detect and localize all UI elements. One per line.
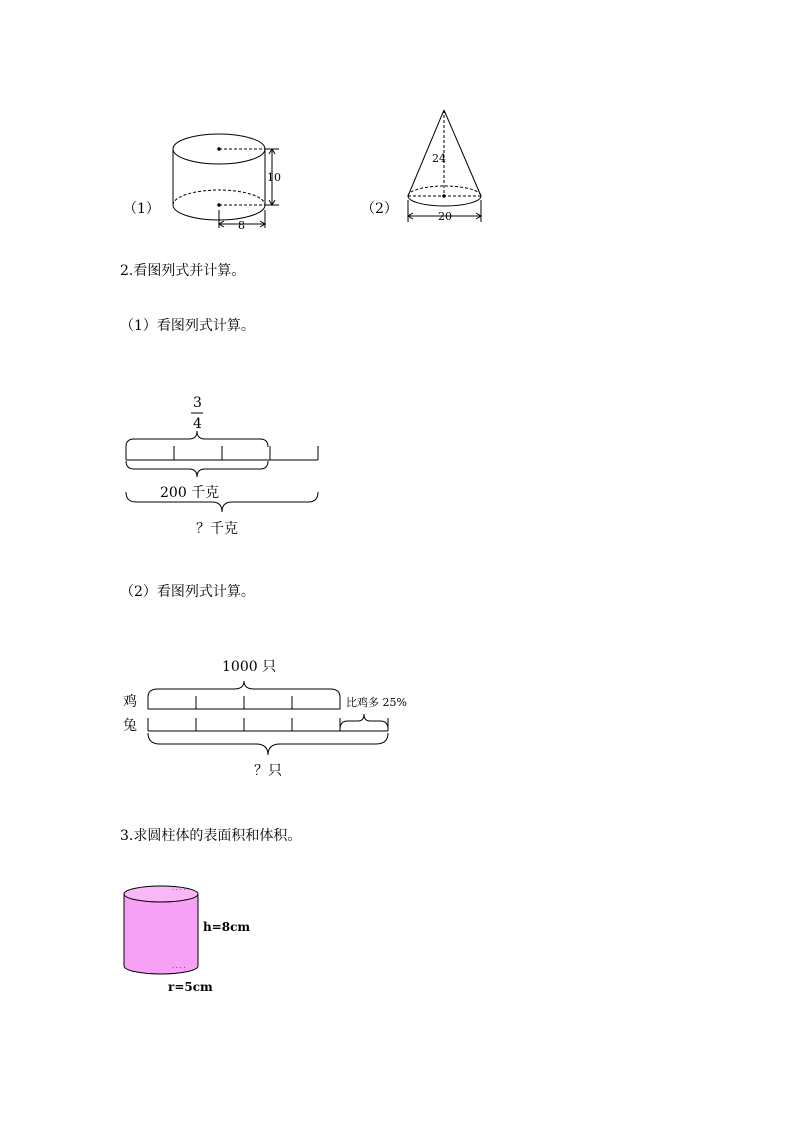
fraction-denominator: 4 xyxy=(193,416,202,432)
cone-figure-2 xyxy=(408,110,481,222)
figure2-label: （2） xyxy=(361,201,398,217)
more-than-chicken-label: 比鸡多 25% xyxy=(346,696,407,709)
rabbit-label: 兔 xyxy=(123,718,137,734)
pink-cylinder xyxy=(124,886,198,974)
cylinder-radius-label: r=5cm xyxy=(168,980,213,994)
part1-mid-brace xyxy=(126,461,268,477)
part2-unknown-label: ？只 xyxy=(254,763,282,779)
part1-known-label: 200 千克 xyxy=(160,485,220,501)
part2-extra-brace xyxy=(340,714,388,729)
cylinder-height-label: h=8cm xyxy=(203,920,251,934)
figure1-label: （1） xyxy=(123,201,160,217)
part1-unknown-label: ？千克 xyxy=(196,521,238,537)
cone-height-label: 24 xyxy=(432,152,446,165)
cylinder-figure-1 xyxy=(173,134,279,228)
part1-bottom-brace xyxy=(126,492,318,512)
cone-right-slant xyxy=(444,110,481,196)
cylinder1-height-label: 10 xyxy=(267,171,281,184)
part2-bottom-brace xyxy=(148,733,388,755)
part2-top-brace xyxy=(148,681,340,697)
svg-text:· · · ·: · · · · xyxy=(172,965,186,972)
cylinder1-radius-label: 8 xyxy=(238,219,245,232)
cone-diameter-label: 20 xyxy=(438,210,452,223)
part1-top-brace xyxy=(126,431,268,447)
question3-title: 3.求圆柱体的表面积和体积。 xyxy=(120,828,302,844)
cylinder1-bottom-back xyxy=(173,190,265,205)
chicken-label: 鸡 xyxy=(123,694,137,710)
part2-total-label: 1000 只 xyxy=(222,659,277,675)
part1-title: （1）看图列式计算。 xyxy=(120,318,255,334)
part2-bar-diagram xyxy=(148,681,388,755)
part2-title: （2）看图列式计算。 xyxy=(120,584,255,600)
part1-bar-diagram xyxy=(126,413,318,512)
pink-cylinder-top xyxy=(124,886,198,902)
svg-text:· · · ·: · · · · xyxy=(172,887,186,894)
question2-title: 2.看图列式并计算。 xyxy=(120,263,246,279)
fraction-numerator: 3 xyxy=(193,395,202,411)
